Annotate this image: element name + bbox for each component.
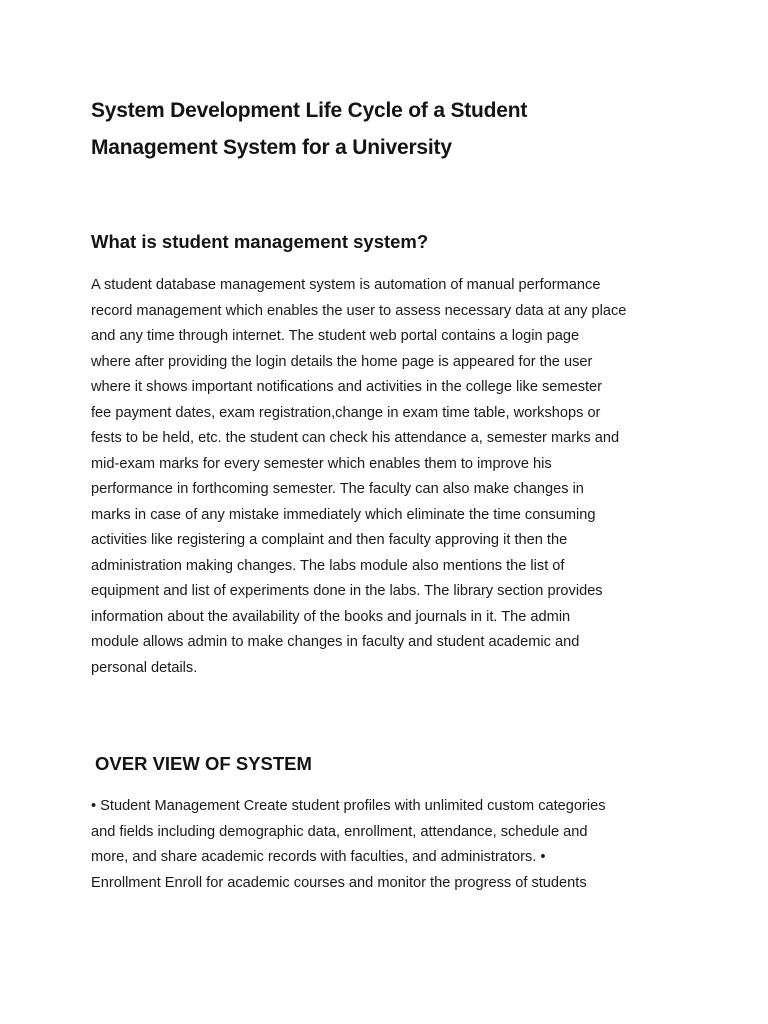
paragraph-line: and fields including demographic data, enrollment, attendance, schedule and xyxy=(91,823,588,840)
paragraph-line: where after providing the login details the home page is appeared for the user xyxy=(91,353,593,370)
section-paragraph-what-is xyxy=(91,273,691,681)
section-heading-overview: OVER VIEW OF SYSTEM xyxy=(95,753,312,774)
paragraph-line: fee payment dates, exam registration,change in exam time table, workshops or xyxy=(91,404,601,421)
document-title xyxy=(91,92,691,166)
paragraph-line: and any time through internet. The student web portal contains a login page xyxy=(91,328,580,344)
paragraph-line: performance in forthcoming semester. The faculty can also make changes in xyxy=(91,481,584,497)
title-line: Management System for a University xyxy=(91,136,452,159)
paragraph-line: administration making changes. The labs module also mentions the list of xyxy=(91,557,565,574)
paragraph-line: activities like registering a complaint and then faculty approving it then the xyxy=(91,532,568,548)
paragraph-line: information about the availability of the books and journals in it. The admin xyxy=(91,608,571,625)
paragraph-line: • Student Management Create student profiles with unlimited custom categories xyxy=(91,798,606,814)
paragraph-line: marks in case of any mistake immediately which eliminate the time consuming xyxy=(91,506,596,523)
section-paragraph-overview xyxy=(91,794,691,896)
paragraph-line: equipment and list of experiments done in the labs. The library section provides xyxy=(91,583,603,599)
paragraph-line: fests to be held, etc. the student can check his attendance a, semester marks and xyxy=(91,430,620,446)
paragraph-line: mid-exam marks for every semester which enables them to improve his xyxy=(91,455,552,472)
paragraph-line: A student database management system is automation of manual performance xyxy=(91,277,601,293)
paragraph-line: module allows admin to make changes in faculty and student academic and xyxy=(91,634,580,650)
paragraph-line: where it shows important notifications and activities in the college like semester xyxy=(91,379,603,395)
paragraph-line: personal details. xyxy=(91,659,198,676)
paragraph-line: record management which enables the user to assess necessary data at any place xyxy=(91,302,627,319)
paragraph-line: more, and share academic records with faculties, and administrators. • xyxy=(91,849,546,865)
section-heading-what-is: What is student management system? xyxy=(91,231,429,252)
paragraph-line: Enrollment Enroll for academic courses and monitor the progress of students xyxy=(91,874,587,891)
title-line: System Development Life Cycle of a Student xyxy=(91,99,528,122)
